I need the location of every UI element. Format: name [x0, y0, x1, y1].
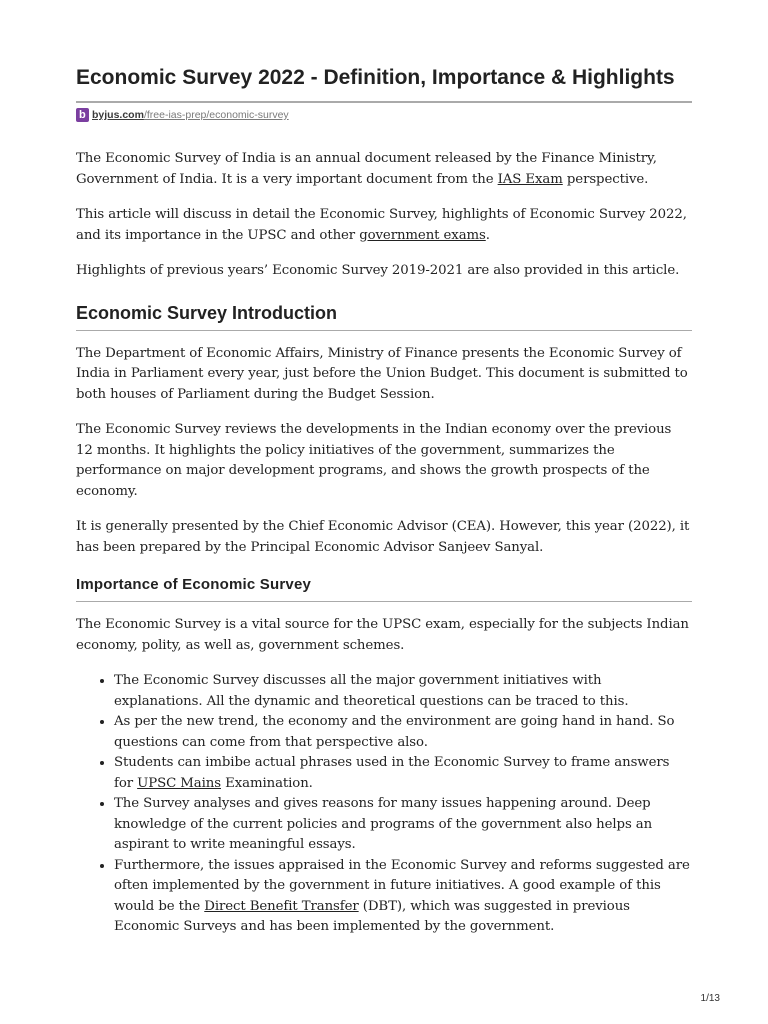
section-heading-importance: Importance of Economic Survey [76, 576, 312, 593]
upsc-mains-link[interactable]: UPSC Mains [137, 775, 221, 791]
intro-p2-text-end: . [485, 227, 490, 243]
introduction-paragraph-2: The Economic Survey reviews the developments in the Indian economy over the previous 12 months. It highlights the policy initiatives of the government, summarizes the performance on major development programs, and shows the growth prospects of the economy. [76, 422, 672, 499]
document-page [76, 64, 692, 938]
list-item-text: Furthermore, the issues appraised in the Economic Survey and reforms suggested are often implemented by the government in future initiatives. A good example of this would be the [114, 857, 690, 914]
intro-paragraph-3: Highlights of previous years’ Economic Survey 2019-2021 are also provided in this article. [76, 263, 680, 278]
ias-exam-link[interactable]: IAS Exam [497, 171, 563, 187]
page-number: 1/13 [700, 993, 720, 1004]
introduction-paragraph-1: The Department of Economic Affairs, Ministry of Finance presents the Economic Survey of India in Parliament every year, just before the Union Budget. This document is submitted to both houses of Parliament during the Budget Session. [76, 345, 688, 402]
source-line [76, 107, 692, 123]
importance-paragraph: The Economic Survey is a vital source for the UPSC exam, especially for the subjects Indian economy, polity, as well as, government schemes. [76, 617, 689, 653]
list-item [114, 753, 692, 794]
intro-p2-text: This article will discuss in detail the Economic Survey, highlights of Economic Survey 2022, and its importance in the UPSC and other [76, 207, 687, 243]
byjus-icon: b [76, 108, 89, 122]
list-item-text-end: Examination. [220, 775, 313, 791]
list-item: • The Survey analyses and gives reasons for many issues happening around. Deep knowledge of the current policies and programs of the government also helps an aspirant to write meaningful essays. [114, 794, 692, 856]
subsection-divider [76, 601, 692, 602]
list-item: • The Economic Survey discusses all the major government initiatives with explanations. All the dynamic and theoretical questions can be traced to this. [114, 671, 692, 712]
list-item-text-end: (DBT), which was suggested in previous Economic Surveys and has been implemented by the government. [114, 898, 630, 934]
source-domain-link[interactable]: byjus.com [92, 109, 144, 121]
introduction-paragraph-3: It is generally presented by the Chief Economic Advisor (CEA). However, this year (2022), it has been prepared by the Principal Economic Advisor Sanjeev Sanyal. [76, 519, 690, 555]
importance-list [76, 671, 692, 938]
page-title: Economic Survey 2022 - Definition, Importance & Highlights [76, 66, 675, 89]
list-item-text: Students can imbibe actual phrases used in the Economic Survey to frame answers for [114, 755, 670, 791]
source-path-link[interactable]: /free-ias-prep/economic-survey [143, 109, 289, 121]
government-exams-link[interactable]: government exams [359, 227, 486, 243]
list-item: • As per the new trend, the economy and the environment are going hand in hand. So questions can come from that perspective also. [114, 712, 692, 753]
intro-p1-text-end: perspective. [562, 171, 649, 187]
direct-benefit-transfer-link[interactable]: Direct Benefit Transfer [204, 898, 359, 914]
section-divider [76, 330, 692, 331]
title-divider [76, 101, 692, 103]
intro-paragraph-2 [76, 205, 692, 246]
section-heading-introduction: Economic Survey Introduction [76, 302, 338, 323]
intro-p1-text: The Economic Survey of India is an annual document released by the Finance Ministry, Government of India. It is a very important document from the [76, 151, 657, 187]
list-item [114, 856, 692, 938]
intro-paragraph-1 [76, 149, 692, 190]
